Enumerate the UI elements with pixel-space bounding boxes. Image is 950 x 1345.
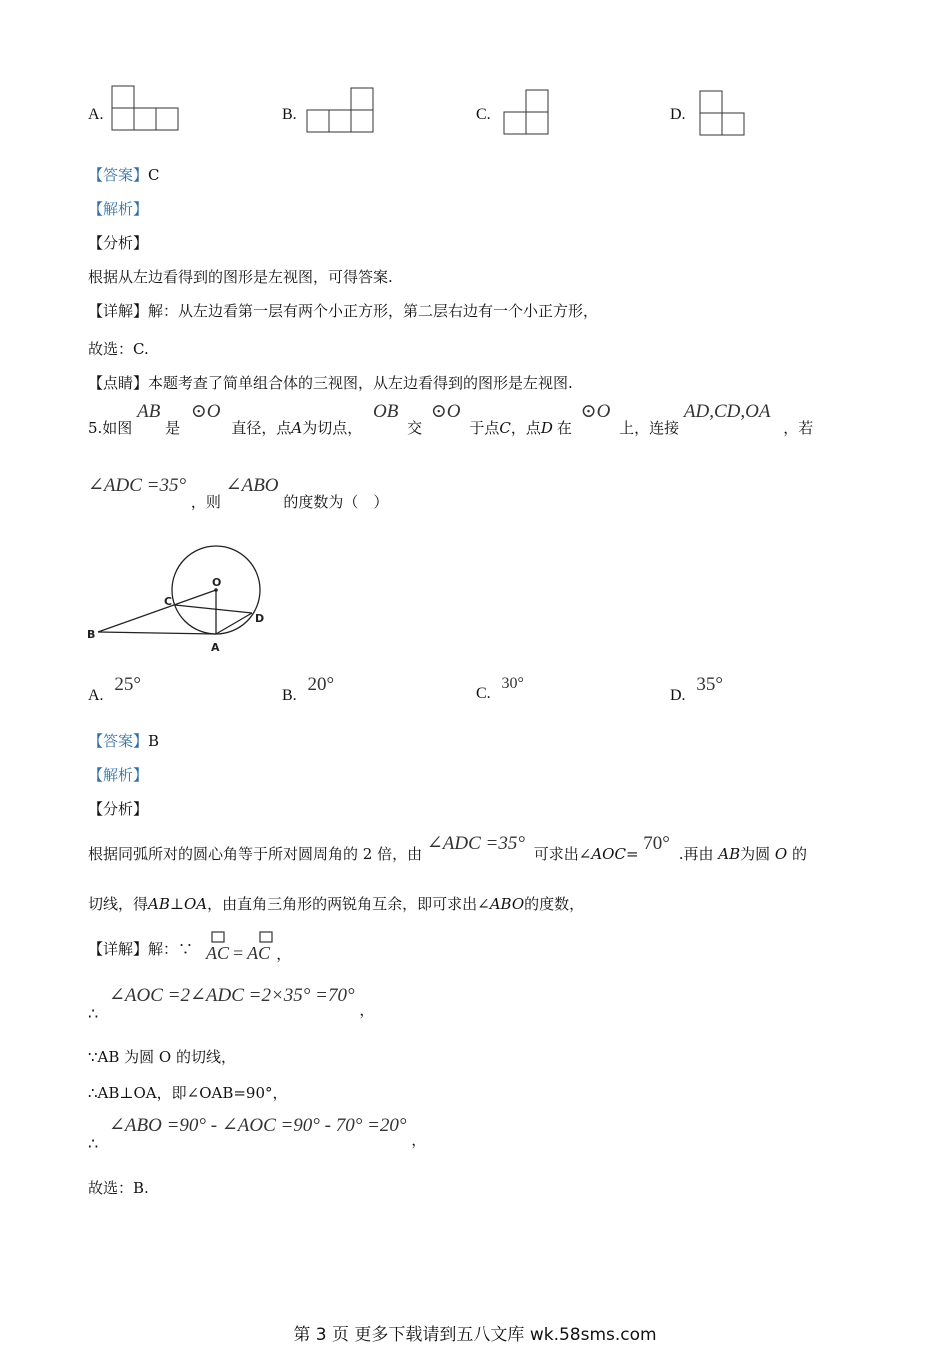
- q5-math-angle-ADC: ∠ADC =35°: [88, 475, 187, 496]
- q5-analysis-AB: AB: [718, 845, 741, 863]
- q4-option-b-figure: [305, 86, 375, 134]
- q5-answer-line: [88, 730, 159, 751]
- q5-analysis-AOC: AOC: [591, 845, 626, 863]
- segment-CD: [175, 605, 252, 613]
- q5-analysis-2b: ，由直角三角形的两锐角互余，即可求出∠: [207, 895, 490, 913]
- q5-text-shang: 上，连接: [619, 419, 680, 437]
- q5-analysis-2c: 的度数，: [524, 895, 585, 913]
- q5-arc-AC-1: AC: [206, 943, 230, 963]
- q5-analysis-line1: [88, 832, 807, 868]
- q5-text-ze: ，则: [190, 493, 221, 511]
- q5-analysis-ABO: ABO: [489, 895, 525, 913]
- q5-question-line2: [88, 474, 388, 514]
- q5-text-yudian: 于点: [469, 419, 500, 437]
- q5-text-dushu: 的度数为（ ）: [283, 493, 389, 511]
- q5-analysis-line2: [88, 893, 584, 914]
- q5-analysis-1e: 的: [792, 845, 808, 863]
- q5-option-a-letter: A.: [88, 687, 104, 704]
- q5-arc-eq: =: [233, 943, 244, 963]
- q5-fenxi-tag: 【分析】: [88, 800, 149, 818]
- q5-arc-AC-2: AC: [247, 943, 271, 963]
- q5-detail-prefix: 解：∵: [148, 940, 194, 958]
- q5-text-A: A: [291, 419, 303, 437]
- therefore-icon: ∴: [88, 1004, 99, 1023]
- q5-detail-math-AOC: ∠AOC =2∠ADC =2×35° =70°: [108, 985, 355, 1006]
- q5-detail-line3: ∴AB⊥OA，即∠OAB=90°，: [88, 1084, 288, 1102]
- label-D: D: [255, 612, 265, 625]
- q5-analysis-2a: 切线，得: [88, 895, 149, 913]
- q5-option-a: [88, 674, 141, 704]
- q4-option-a-figure: [110, 84, 180, 132]
- q5-arc-end: ，: [276, 945, 292, 963]
- q5-option-a-value: 25°: [114, 674, 141, 695]
- q4-choice: 故选：C.: [88, 340, 149, 358]
- q5-math-circle-o-2: ⊙O: [430, 401, 461, 422]
- q4-jiexi-tag: 【解析】: [88, 200, 149, 218]
- q5-option-d-value: 35°: [696, 674, 723, 695]
- q5-analysis-70: 70°: [643, 833, 670, 854]
- q4-option-a-letter: A.: [88, 106, 104, 123]
- q5-analysis-1b: 可求出∠: [533, 845, 592, 863]
- q5-option-b: [282, 674, 334, 704]
- q5-detail-math-ABO: ∠ABO =90° - ∠AOC =90° - 70° =20°: [108, 1115, 407, 1136]
- q4-answer-line: [88, 164, 160, 185]
- q4-dianjing-tag: 【点睛】: [88, 374, 149, 392]
- q4-option-c-figure: [502, 88, 552, 136]
- q5-analysis-O: O: [774, 845, 788, 863]
- q5-option-c: [476, 674, 524, 704]
- q5-option-d-letter: D.: [670, 687, 686, 704]
- q5-text-shi: 是: [165, 419, 181, 437]
- q5-option-c-letter: C.: [476, 685, 491, 702]
- q4-detail-line: [88, 300, 598, 321]
- q5-math-AD-CD-OA: AD,CD,OA: [683, 401, 771, 422]
- segment-BO: [98, 590, 216, 632]
- q4-detail-tag: 【详解】: [88, 302, 149, 320]
- q5-text-diameter: 直径，点: [231, 419, 292, 437]
- q5-detail-tag-line: [88, 938, 193, 959]
- q5-jiexi-tag: 【解析】: [88, 766, 149, 784]
- q5-prefix: 5.如图: [88, 419, 133, 437]
- q5-option-c-value: 30°: [501, 675, 524, 692]
- q5-answer: B: [148, 732, 160, 750]
- q4-dianjing-line: [88, 372, 573, 393]
- q5-analysis-1a: 根据同弧所对的圆心角等于所对圆周角的 2 倍，由: [88, 845, 423, 863]
- q5-analysis-1d: 为圆: [740, 845, 771, 863]
- q4-dianjing-text: 本题考查了简单组合体的三视图，从左边看得到的图形是左视图.: [148, 374, 573, 392]
- q5-text-tangent: 为切点，: [302, 419, 363, 437]
- q5-detail-line1: [88, 984, 374, 1024]
- q5-detail-tag: 【详解】: [88, 940, 149, 958]
- q5-choice: 故选：B.: [88, 1179, 149, 1197]
- q4-analysis-text: 根据从左边看得到的图形是左视图，可得答案.: [88, 268, 393, 286]
- q5-math-angle-ABO: ∠ABO: [225, 475, 279, 496]
- q4-answer: C: [148, 166, 160, 184]
- q5-analysis-math-ADC: ∠ADC =35°: [426, 833, 525, 854]
- q5-text-jiao: 交: [407, 419, 423, 437]
- q5-option-b-value: 20°: [307, 674, 335, 695]
- q4-option-d-figure: [698, 89, 748, 137]
- q5-text-zai: 在: [556, 419, 572, 437]
- label-A: A: [211, 641, 220, 654]
- q4-fenxi-tag: 【分析】: [88, 234, 149, 252]
- q5-detail-4-end: ，: [411, 1131, 427, 1149]
- page-footer: 第 3 页 更多下载请到五八文库 wk.58sms.com: [293, 1325, 657, 1345]
- q5-math-circle-o: ⊙O: [190, 401, 221, 422]
- q5-detail-line4: [88, 1114, 426, 1154]
- q5-arc-equation: [206, 943, 291, 964]
- q5-geometry-figure: [86, 545, 286, 655]
- segment-BA: [98, 632, 216, 634]
- q5-math-OB: OB: [372, 401, 399, 422]
- q5-text-D: D: [540, 419, 553, 437]
- q5-text-comma-dian: ，点: [510, 419, 541, 437]
- q5-option-d: [670, 674, 723, 704]
- q5-math-AB: AB: [137, 401, 161, 422]
- q5-text-ruo: ，若: [783, 419, 814, 437]
- q4-option-c-letter: C.: [476, 106, 491, 123]
- arc-symbol-icon: [208, 930, 268, 944]
- q4-option-d-letter: D.: [670, 106, 686, 123]
- q5-analysis-eq: =: [625, 845, 639, 863]
- q4-detail-text: 解：从左边看第一层有两个小正方形，第二层右边有一个小正方形，: [148, 302, 599, 320]
- q4-option-b-letter: B.: [282, 106, 297, 123]
- therefore-icon-2: ∴: [88, 1134, 99, 1153]
- q5-text-C: C: [499, 419, 511, 437]
- q5-math-circle-o-3: ⊙O: [580, 401, 611, 422]
- label-O: O: [212, 576, 222, 589]
- q5-option-b-letter: B.: [282, 687, 297, 704]
- q5-detail-line2: ∵AB 为圆 O 的切线，: [88, 1048, 237, 1066]
- q5-analysis-perp: AB⊥OA: [148, 895, 208, 913]
- q5-detail-1-end: ，: [359, 1001, 375, 1019]
- label-B: B: [87, 628, 96, 641]
- q5-question-line1: [88, 400, 813, 440]
- label-C: C: [164, 595, 173, 608]
- q4-answer-tag: 【答案】: [88, 166, 149, 184]
- q5-answer-tag: 【答案】: [88, 732, 149, 750]
- q5-analysis-1c: .再由: [678, 845, 714, 863]
